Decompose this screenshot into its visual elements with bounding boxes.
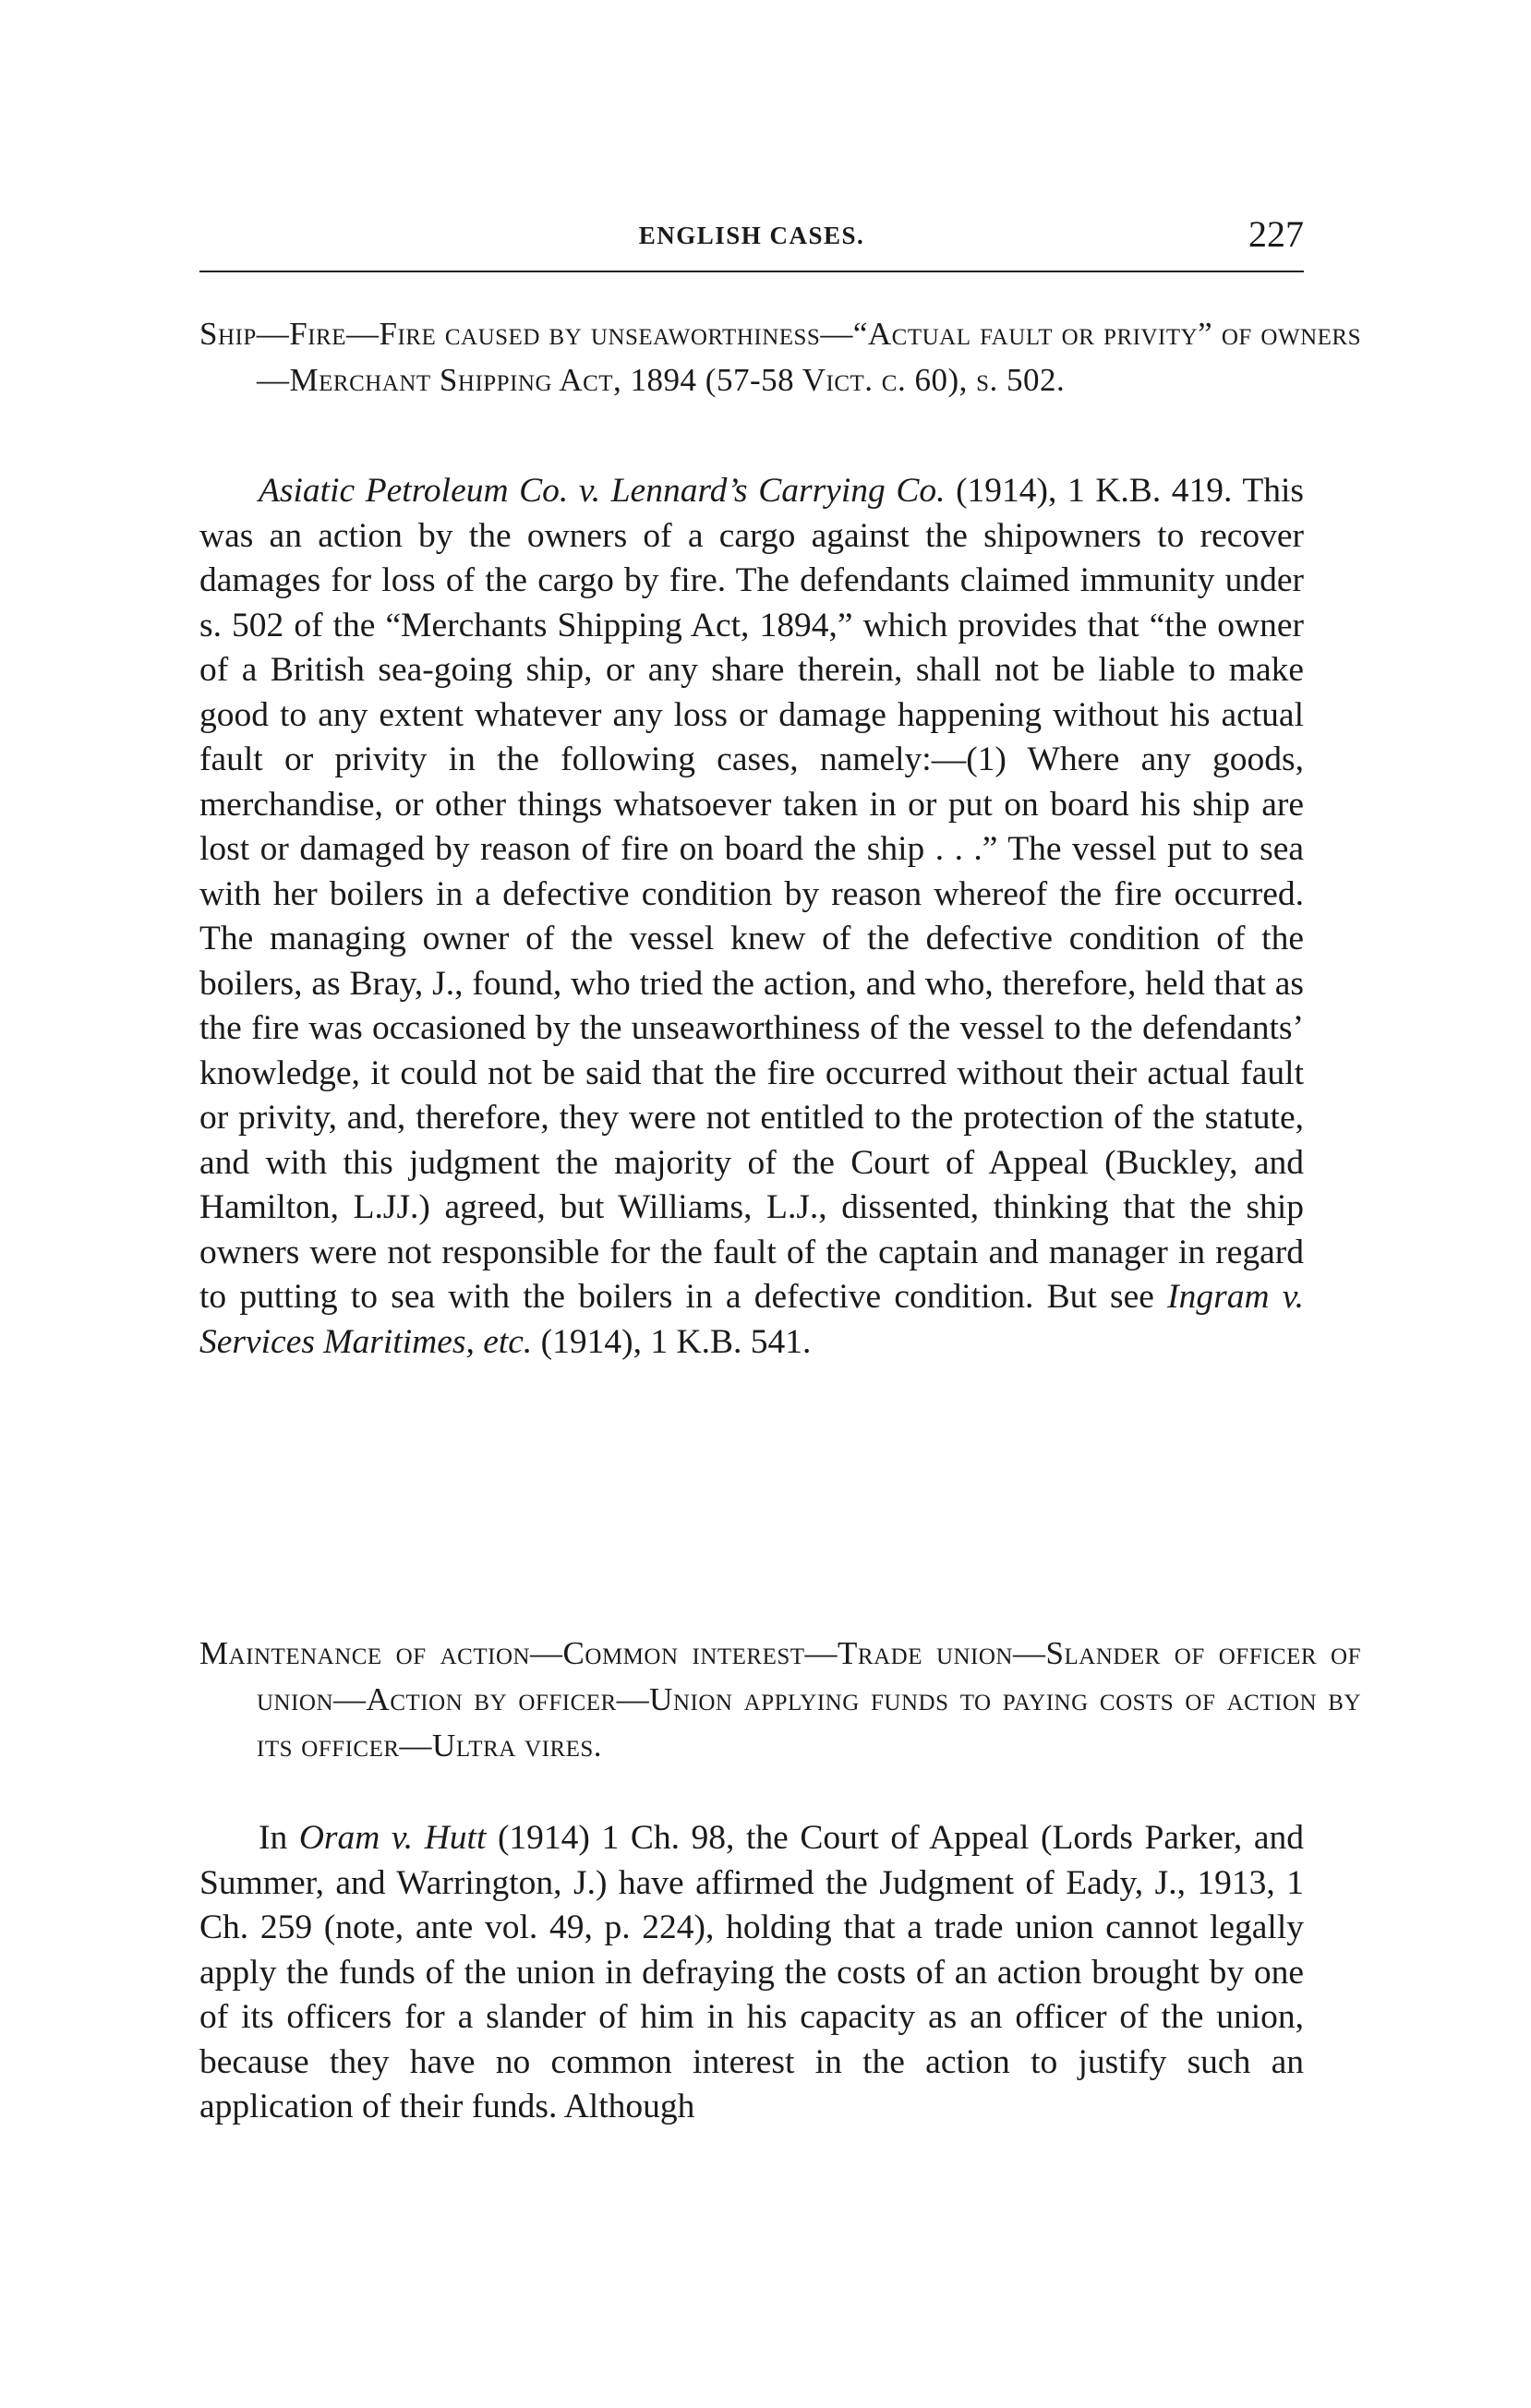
header-rule — [199, 271, 1304, 272]
cited-case-reference: (1914), 1 K.B. 541. — [532, 1322, 812, 1361]
section-heading-ship-fire: Ship—Fire—Fire caused by unseaworthiness—“Actual fault or privity” of owners—Merchant Shipping Act, 1894 (57-58 Vict. c. 60), s. 502. — [199, 316, 1361, 398]
case-summary-asiatic-petroleum — [199, 469, 1304, 1365]
case-summary-oram-v-hutt — [199, 1816, 1304, 2130]
page-number: 227 — [1248, 213, 1304, 255]
section-heading-maintenance-of-action: Maintenance of action—Common interest—Trade union—Slander of officer of union—Action by officer—Union applying funds to paying costs of action by its officer—Ultra vires. — [199, 1635, 1361, 1764]
case-name: Asiatic Petroleum Co. v. Lennard’s Carrying Co. — [259, 472, 946, 510]
running-head: ENGLISH CASES. — [638, 222, 865, 249]
page-header — [199, 209, 1304, 264]
cited-case-name: Ingram v. Services Maritimes, etc. — [199, 1278, 1304, 1361]
case-name: Oram v. Hutt — [298, 1819, 487, 1857]
case-text: (1914), 1 K.B. 419. This was an action by the owners of a cargo against the shipowners to recover damages for loss of the cargo by fire. The defendants claimed immunity under s. 502 of the “Merchants Shipping Act, 1894,” which provides that “the owner of a British sea-going ship, or any share therein, shall not be liable to make good to any extent whatever any loss or damage happening without his actual fault or privity in the following cases, namely:—(1) Where any goods, merchandise, or other things whatsoever taken in or put on board his ship are lost or damaged by reason of fire on board the ship . . .” The vessel put to sea with her boilers in a defective condition by reason whereof the fire occurred. The managing owner of the vessel knew of the defective condition of the boilers, as Bray, J., found, who tried the action, and who, therefore, held that as the fire was occasioned by the unseaworthiness of the vessel to the defendants’ knowledge, it could not be said that the fire occurred without their actual fault or privity, and, therefore, they were not entitled to the protection of the statute, and with this judgment the majority of the Court of Appeal (Buckley, and Hamilton, L.JJ.) agreed, but Williams, L.J., dissented, thinking that the ship owners were not responsible for the fault of the captain and manager in regard to putting to sea with the boilers in a defective condition. But see — [199, 472, 1304, 1316]
case-lead: In — [259, 1819, 299, 1857]
case-text: (1914) 1 Ch. 98, the Court of Appeal (Lords Parker, and Summer, and Warrington, J.) have affirmed the Judgment of Eady, J., 1913, 1 Ch. 259 (note, ante vol. 49, p. 224), holding that a trade union cannot legally apply the funds of the union in defraying the costs of an action brought by one of its officers for a slander of him in his capacity as an officer of the union, because they have no common interest in the action to justify such an application of their funds. Although — [199, 1819, 1304, 2125]
